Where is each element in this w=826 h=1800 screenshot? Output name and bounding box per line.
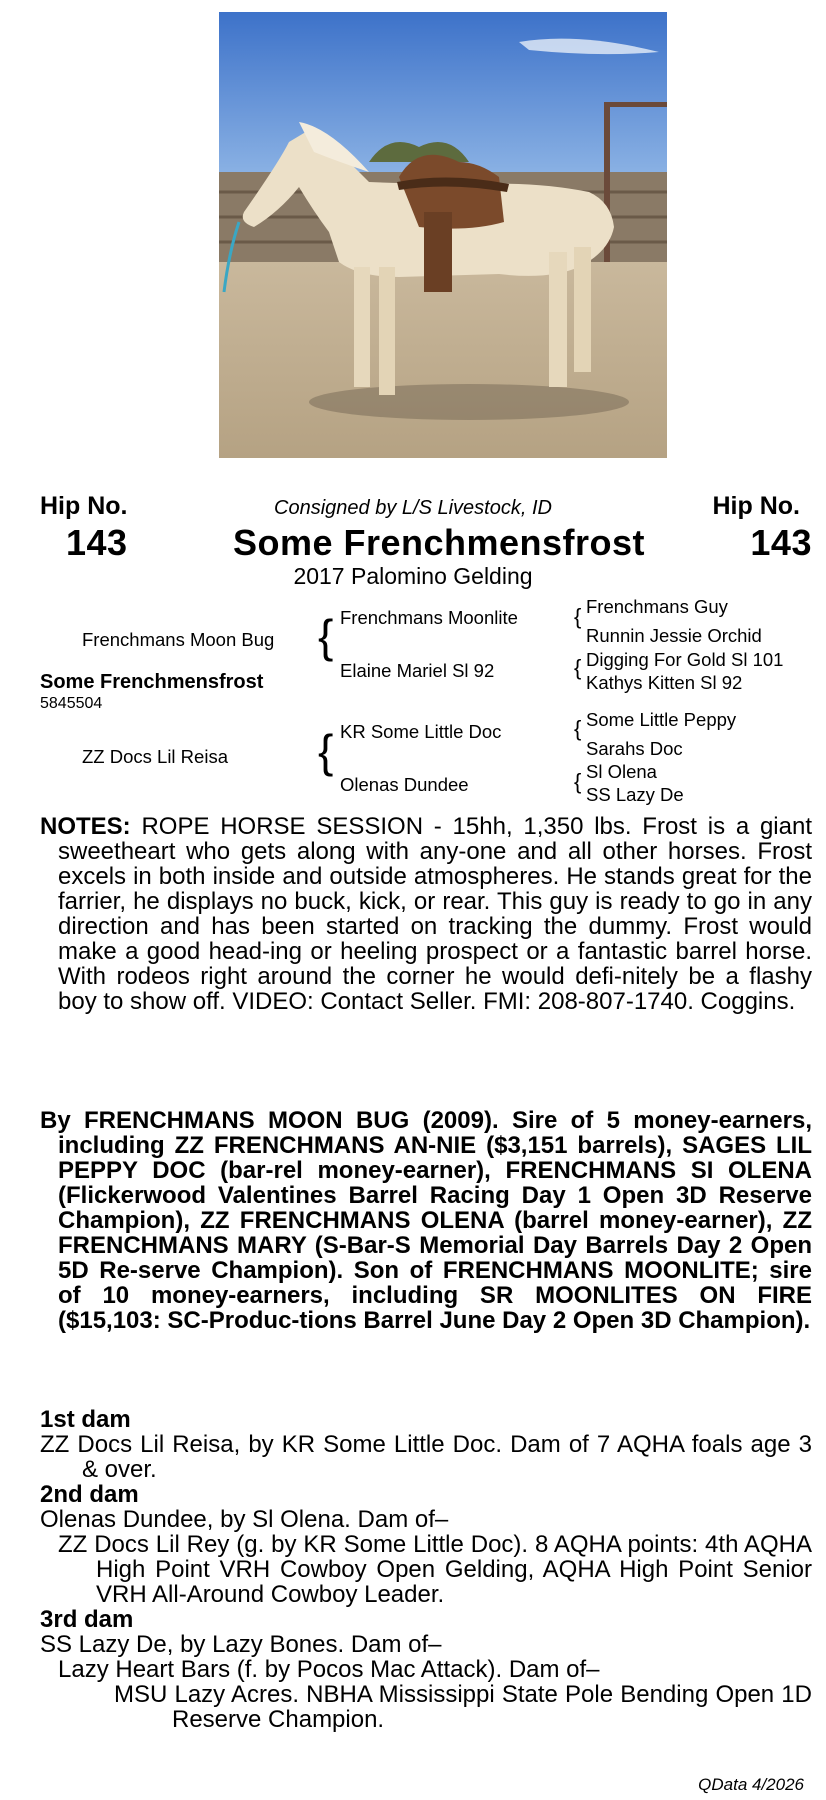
pedigree-sire: Frenchmans Moon Bug bbox=[82, 629, 275, 650]
pedigree-sd-sire: Digging For Gold Sl 101 bbox=[586, 649, 784, 670]
pedigree-sire-sire: Frenchmans Moonlite bbox=[340, 607, 518, 628]
pedigree-sire-dam: Elaine Mariel Sl 92 bbox=[340, 660, 495, 681]
footer-qdata: QData 4/2026 bbox=[698, 1775, 804, 1794]
notes-paragraph bbox=[40, 814, 812, 1014]
pedigree-horse: Some Frenchmensfrost bbox=[40, 671, 264, 693]
consignor-line: Consigned by L/S Livestock, ID bbox=[274, 497, 552, 519]
pedigree-ds-sire: Some Little Peppy bbox=[586, 709, 737, 730]
sire-paragraph: By FRENCHMANS MOON BUG (2009). Sire of 5 money-earners, including ZZ FRENCHMANS AN-NIE ($3,151 barrels), SAGES LIL PEPPY DOC (bar-rel money-earner), FRENCHMANS SI OLENA (Flickerwood Valentines Barrel Racing Day 1 Open 3D Reserve Champion), ZZ FRENCHMANS OLENA (barrel money-earner), ZZ FRENCHMANS MARY (S-Bar-S Memorial Day Barrels Day 2 Open 5D Re-serve Champion). Son of FRENCHMANS MOONLITE; sire of 10 money-earners, including SR MOONLITES ON FIRE ($15,103: SC-Produc-tions Barrel June Day 2 Open 3D Champion). bbox=[40, 1107, 812, 1334]
second-dam-heading: 2nd dam bbox=[40, 1481, 139, 1508]
third-dam-text: SS Lazy De, by Lazy Bones. Dam of– bbox=[40, 1631, 442, 1658]
pedigree-sd-dam: Kathys Kitten Sl 92 bbox=[586, 672, 743, 693]
pedigree-registration: 5845504 bbox=[40, 695, 103, 712]
brace-dd: { bbox=[574, 769, 582, 794]
pedigree-dam-dam: Olenas Dundee bbox=[340, 774, 469, 795]
pedigree-dd-dam: SS Lazy De bbox=[586, 784, 684, 805]
brace-ss: { bbox=[574, 604, 582, 629]
pedigree-ds-dam: Sarahs Doc bbox=[586, 738, 683, 759]
third-dam-grandfoal: MSU Lazy Acres. NBHA Mississippi State Pole Bending Open 1D Reserve Champion. bbox=[114, 1681, 812, 1733]
second-dam-foal: ZZ Docs Lil Rey (g. by KR Some Little Doc). 8 AQHA points: 4th AQHA High Point VRH Cowboy Open Gelding, AQHA High Point Senior VRH All-Around Cowboy Leader. bbox=[58, 1531, 812, 1608]
hip-label-left: Hip No. bbox=[40, 492, 128, 520]
pedigree-ss-dam: Runnin Jessie Orchid bbox=[586, 625, 762, 646]
brace-sd: { bbox=[574, 655, 582, 680]
horse-photo bbox=[219, 12, 667, 458]
pedigree-dam: ZZ Docs Lil Reisa bbox=[82, 746, 228, 767]
female-family-section bbox=[40, 1407, 812, 1732]
pedigree-dd-sire: Sl Olena bbox=[586, 761, 657, 782]
first-dam-text: ZZ Docs Lil Reisa, by KR Some Little Doc. Dam of 7 AQHA foals age 3 & over. bbox=[40, 1431, 812, 1483]
notes-label: NOTES: bbox=[40, 813, 131, 840]
pedigree-dam-sire: KR Some Little Doc bbox=[340, 721, 502, 742]
third-dam-heading: 3rd dam bbox=[40, 1606, 134, 1633]
horse-name-title: Some Frenchmensfrost bbox=[232, 522, 646, 563]
first-dam-heading: 1st dam bbox=[40, 1406, 131, 1433]
pedigree-ss-sire: Frenchmans Guy bbox=[586, 596, 728, 617]
hip-number-right: 143 bbox=[750, 522, 812, 563]
title-row bbox=[66, 522, 812, 564]
second-dam-text: Olenas Dundee, by Sl Olena. Dam of– bbox=[40, 1506, 449, 1533]
horse-image bbox=[219, 12, 667, 458]
horse-description: 2017 Palomino Gelding bbox=[293, 563, 533, 589]
notes-text: ROPE HORSE SESSION - 15hh, 1,350 lbs. Frost is a giant sweetheart who gets along with any-one and all other horses. Frost excels in both inside and outside atmospheres. He stands great for the farrier, he displays no buck, kick, or rear. This guy is ready to go in any direction and has been started on tracking the dummy. Frost would make a good head-ing or heeling prospect or a fantastic barrel horse. With rodeos right around the corner he would defi-nitely be a flashy boy to show off. VIDEO: Contact Seller. FMI: 208-807-1740. Coggins. bbox=[58, 813, 812, 1015]
brace-ds: { bbox=[574, 716, 582, 741]
brace-sire: { bbox=[318, 610, 334, 662]
sire-section bbox=[40, 1108, 812, 1333]
hip-number-left: 143 bbox=[66, 522, 128, 563]
notes-section bbox=[40, 814, 812, 1014]
brace-dam: { bbox=[318, 725, 334, 777]
hip-label-right: Hip No. bbox=[712, 492, 800, 520]
third-dam-foal: Lazy Heart Bars (f. by Pocos Mac Attack). Dam of– bbox=[58, 1656, 600, 1683]
